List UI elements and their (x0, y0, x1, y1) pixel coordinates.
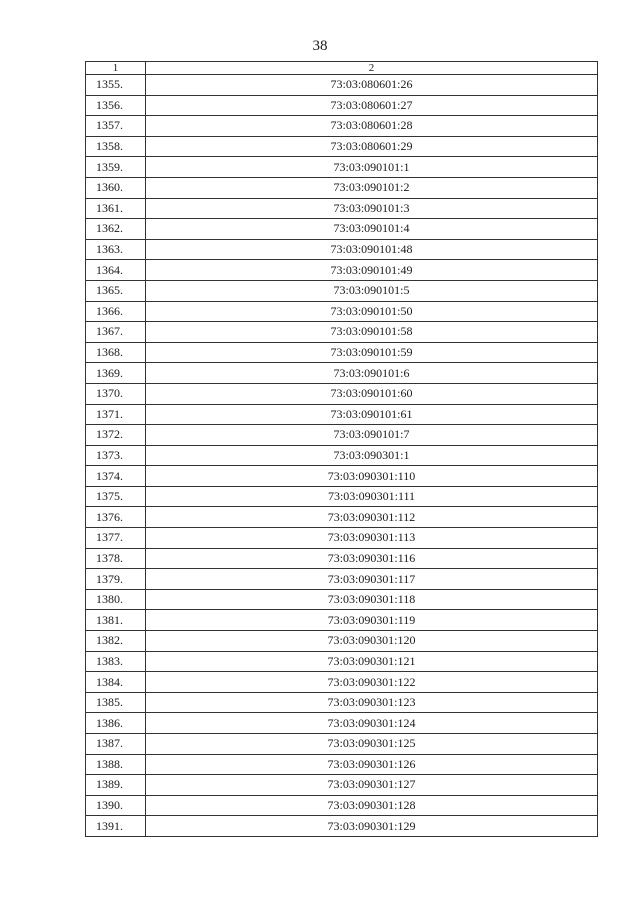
row-number-cell: 1361. (86, 198, 146, 219)
cadastral-table (85, 61, 598, 837)
cadastral-number-cell: 73:03:090101:1 (146, 157, 598, 178)
table-row (86, 713, 598, 734)
row-number-cell: 1359. (86, 157, 146, 178)
row-number-cell: 1370. (86, 383, 146, 404)
table-header-row (86, 62, 598, 75)
row-number-cell: 1378. (86, 548, 146, 569)
row-number-cell: 1366. (86, 301, 146, 322)
column-header-1: 1 (86, 62, 146, 75)
row-number-cell: 1371. (86, 404, 146, 425)
table-row (86, 486, 598, 507)
row-number-cell: 1373. (86, 445, 146, 466)
cadastral-number-cell: 73:03:090101:58 (146, 322, 598, 343)
cadastral-number-cell: 73:03:090301:116 (146, 548, 598, 569)
row-number-cell: 1356. (86, 95, 146, 116)
table-row (86, 363, 598, 384)
table-row (86, 569, 598, 590)
cadastral-number-cell: 73:03:090101:50 (146, 301, 598, 322)
row-number-cell: 1379. (86, 569, 146, 590)
table-row (86, 775, 598, 796)
cadastral-number-cell: 73:03:090101:3 (146, 198, 598, 219)
table-row (86, 157, 598, 178)
row-number-cell: 1388. (86, 754, 146, 775)
row-number-cell: 1381. (86, 610, 146, 631)
table-row (86, 136, 598, 157)
cadastral-number-cell: 73:03:090301:117 (146, 569, 598, 590)
cadastral-number-cell: 73:03:090101:49 (146, 260, 598, 281)
table-row (86, 95, 598, 116)
row-number-cell: 1369. (86, 363, 146, 384)
table-row (86, 280, 598, 301)
table-row (86, 177, 598, 198)
cadastral-number-cell: 73:03:090301:128 (146, 795, 598, 816)
cadastral-number-cell: 73:03:090101:48 (146, 239, 598, 260)
cadastral-number-cell: 73:03:090101:4 (146, 219, 598, 240)
row-number-cell: 1390. (86, 795, 146, 816)
cadastral-number-cell: 73:03:090301:125 (146, 734, 598, 755)
table-row (86, 219, 598, 240)
cadastral-number-cell: 73:03:090101:6 (146, 363, 598, 384)
row-number-cell: 1387. (86, 734, 146, 755)
row-number-cell: 1385. (86, 692, 146, 713)
table-row (86, 672, 598, 693)
cadastral-number-cell: 73:03:090101:59 (146, 342, 598, 363)
page-number: 38 (312, 38, 328, 54)
cadastral-number-cell: 73:03:080601:26 (146, 75, 598, 96)
column-header-2: 2 (146, 62, 598, 75)
cadastral-number-cell: 73:03:080601:28 (146, 116, 598, 137)
table-row (86, 260, 598, 281)
cadastral-number-cell: 73:03:090301:110 (146, 466, 598, 487)
row-number-cell: 1360. (86, 177, 146, 198)
row-number-cell: 1357. (86, 116, 146, 137)
row-number-cell: 1375. (86, 486, 146, 507)
row-number-cell: 1355. (86, 75, 146, 96)
cadastral-number-cell: 73:03:090301:112 (146, 507, 598, 528)
table-row (86, 651, 598, 672)
table-row (86, 425, 598, 446)
table-row (86, 734, 598, 755)
table-row (86, 75, 598, 96)
row-number-cell: 1384. (86, 672, 146, 693)
table-row (86, 301, 598, 322)
cadastral-number-cell: 73:03:090301:129 (146, 816, 598, 837)
cadastral-number-cell: 73:03:090301:113 (146, 528, 598, 549)
cadastral-number-cell: 73:03:090301:123 (146, 692, 598, 713)
table-row (86, 383, 598, 404)
cadastral-number-cell: 73:03:090301:126 (146, 754, 598, 775)
row-number-cell: 1365. (86, 280, 146, 301)
table-row (86, 507, 598, 528)
table-row (86, 631, 598, 652)
table-row (86, 322, 598, 343)
table-row (86, 116, 598, 137)
row-number-cell: 1362. (86, 219, 146, 240)
cadastral-number-cell: 73:03:090301:120 (146, 631, 598, 652)
table-row (86, 795, 598, 816)
row-number-cell: 1363. (86, 239, 146, 260)
cadastral-number-cell: 73:03:090301:121 (146, 651, 598, 672)
row-number-cell: 1367. (86, 322, 146, 343)
row-number-cell: 1380. (86, 589, 146, 610)
row-number-cell: 1386. (86, 713, 146, 734)
table-row (86, 816, 598, 837)
row-number-cell: 1382. (86, 631, 146, 652)
table-row (86, 239, 598, 260)
row-number-cell: 1389. (86, 775, 146, 796)
table-row (86, 404, 598, 425)
cadastral-number-cell: 73:03:080601:27 (146, 95, 598, 116)
cadastral-number-cell: 73:03:090101:61 (146, 404, 598, 425)
table-row (86, 548, 598, 569)
table-row (86, 528, 598, 549)
row-number-cell: 1374. (86, 466, 146, 487)
cadastral-number-cell: 73:03:090101:60 (146, 383, 598, 404)
table-row (86, 692, 598, 713)
row-number-cell: 1358. (86, 136, 146, 157)
row-number-cell: 1383. (86, 651, 146, 672)
cadastral-number-cell: 73:03:090301:124 (146, 713, 598, 734)
row-number-cell: 1368. (86, 342, 146, 363)
table-row (86, 198, 598, 219)
cadastral-number-cell: 73:03:090301:119 (146, 610, 598, 631)
cadastral-number-cell: 73:03:090301:111 (146, 486, 598, 507)
table-row (86, 610, 598, 631)
table-body (86, 75, 598, 837)
cadastral-number-cell: 73:03:090101:7 (146, 425, 598, 446)
cadastral-number-cell: 73:03:090101:2 (146, 177, 598, 198)
row-number-cell: 1376. (86, 507, 146, 528)
cadastral-number-cell: 73:03:090301:1 (146, 445, 598, 466)
cadastral-number-cell: 73:03:090101:5 (146, 280, 598, 301)
cadastral-number-cell: 73:03:090301:118 (146, 589, 598, 610)
cadastral-number-cell: 73:03:090301:127 (146, 775, 598, 796)
row-number-cell: 1364. (86, 260, 146, 281)
row-number-cell: 1391. (86, 816, 146, 837)
cadastral-number-cell: 73:03:080601:29 (146, 136, 598, 157)
cadastral-number-cell: 73:03:090301:122 (146, 672, 598, 693)
table-row (86, 342, 598, 363)
table-row (86, 589, 598, 610)
table-row (86, 754, 598, 775)
table-row (86, 445, 598, 466)
row-number-cell: 1377. (86, 528, 146, 549)
table-row (86, 466, 598, 487)
row-number-cell: 1372. (86, 425, 146, 446)
